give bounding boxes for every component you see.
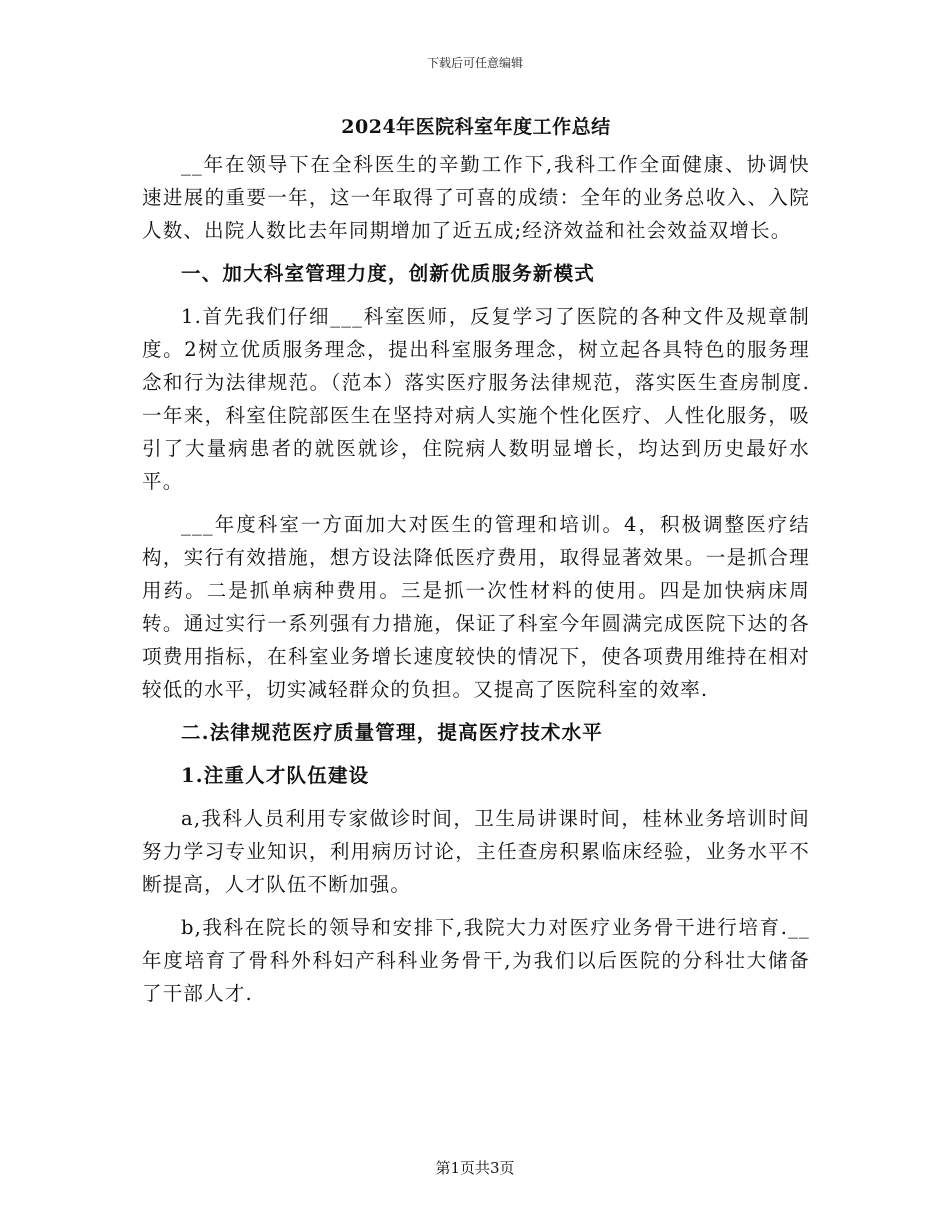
section1-paragraph-2: ___年度科室一方面加大对医生的管理和培训。4，积极调整医疗结构，实行有效措施，想方设法降低医疗费用，取得显著效果。一是抓合理用药。二是抓单病种费用。三是抓一次性材料的使用。四是加快病床周转。通过实行一系列强有力措施，保证了科室今年圆满完成医院下达的各项费用指标，在科室业务增长速度较快的情况下，使各项费用维持在相对较低的水平，切实减轻群众的负担。又提高了医院科室的效率. — [142, 513, 810, 701]
section1-heading: 一、加大科室管理力度，创新优质服务新模式 — [181, 262, 596, 285]
section1-paragraph-1: 1.首先我们仔细___科室医师，反复学习了医院的各种文件及规章制度。2树立优质服务理念，提出科室服务理念，树立起各具特色的服务理念和行为法律规范。（范本）落实医疗服务法律规范，落实医生查房制度.一年来，科室住院部医生在坚持对病人实施个性化医疗、人性化服务，吸引了大量病患者的就医就诊，住院病人数明显增长，均达到历史最好水平。 — [142, 305, 810, 493]
header-note: 下载后可任意编辑 — [426, 56, 523, 70]
intro-paragraph: __年在领导下在全科医生的辛勤工作下,我科工作全面健康、协调快速进展的重要一年，这一年取得了可喜的成绩：全年的业务总收入、入院人数、出院人数比去年同期增加了近五成;经济效益和社会效益双增长。 — [142, 153, 810, 242]
section2-subheading: 1.注重人才队伍建设 — [181, 764, 370, 787]
section2-paragraph-a: a,我科人员利用专家做诊时间，卫生局讲课时间，桂林业务培训时间努力学习专业知识，利用病历讨论，主任查房积累临床经验，业务水平不断提高，人才队伍不断加强。 — [142, 807, 810, 896]
section2-paragraph-b: b,我科在院长的领导和安排下,我院大力对医疗业务骨干进行培育.__年度培育了骨科外科妇产科科业务骨干,为我们以后医院的分科壮大储备了干部人才. — [142, 916, 810, 1005]
section2-heading: 二.法律规范医疗质量管理，提高医疗技术水平 — [181, 721, 603, 744]
document-body — [142, 110, 810, 1010]
page-number: 第1页共3页 — [435, 1159, 515, 1177]
document-title: 2024年医院科室年度工作总结 — [341, 116, 611, 138]
